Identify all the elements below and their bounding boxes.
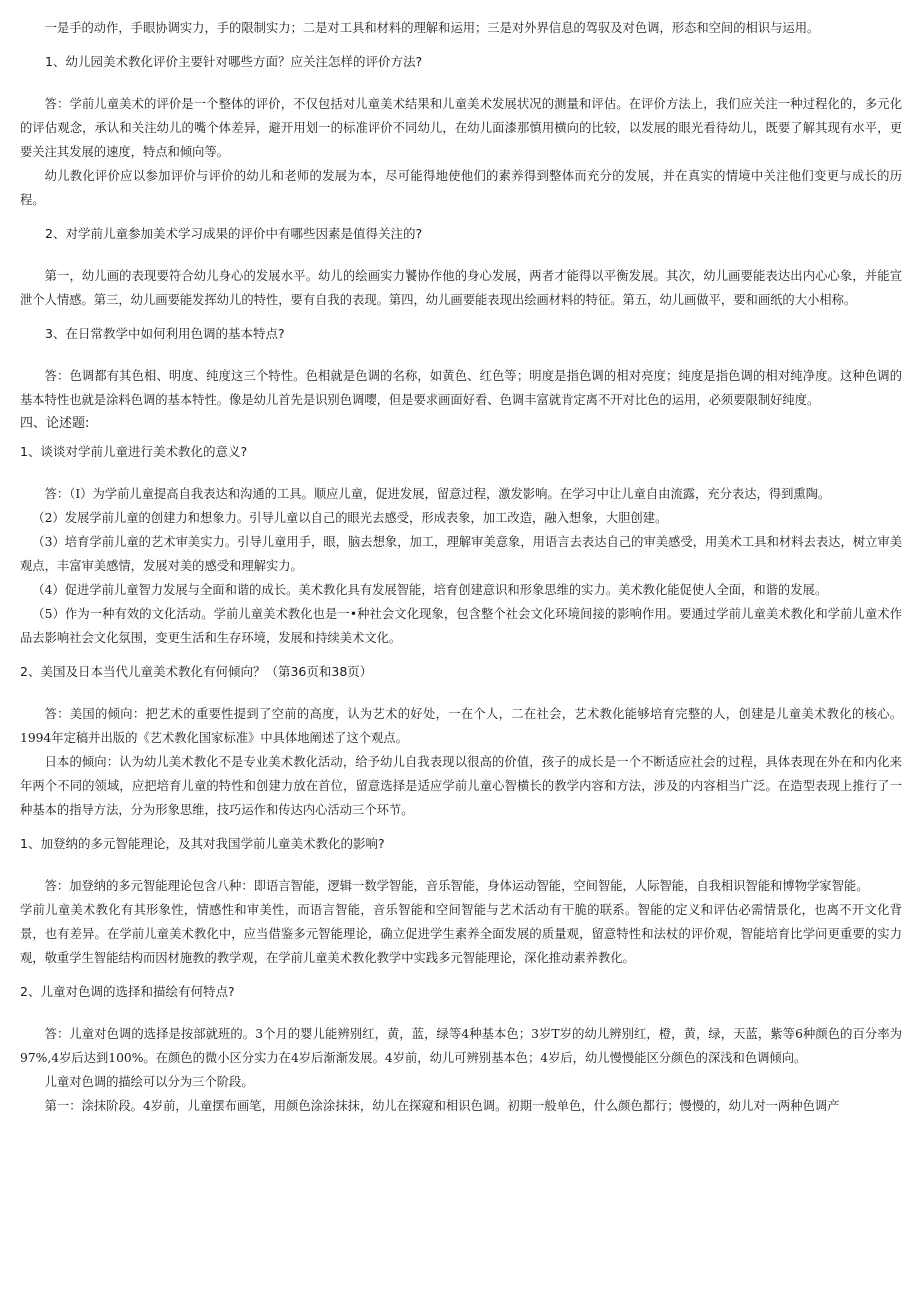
section-4-heading: 四、论述题: (20, 416, 90, 431)
answer-1-paragraph-1: 答：学前儿童美术的评价是一个整体的评价，不仅包括对儿童美术结果和儿童美术发展状况的测量和评估。在评价方法上，我们应关注一种过程化的，多元化的评估观念，承认和关注幼儿的嘴个体差异，避开用划一的标准评价不同幼儿，在幼儿面漆那慎用横向的比较，以发展的眼光看待幼儿，既要了解其现有水平，更要关注其发展的速度，特点和倾向等。 (20, 97, 902, 159)
question-2-title: 2、对学前儿童参加美术学习成果的评价中有哪些因素是值得关注的? (45, 226, 423, 241)
essay-1-item-2: （2）发展学前儿童的创建力和想象力。引导儿童以自己的眼光去感受，形成表象，加工改造，融入想象，大胆创建。 (32, 511, 668, 525)
answer-3-paragraph-1: 答：色调都有其色相、明度、纯度这三个特性。色相就是色调的名称，如黄色、红色等；明度是指色调的相对亮度；纯度是指色调的相对纯净度。这种色调的基本特性也就是涂料色调的基本特性。像是幼儿首先是识别色调嘤，但是要求画面好看、色调丰富就肯定离不开对比色的运用，必须要限制好纯度。 (20, 369, 902, 407)
answer-1-paragraph-2: 幼儿教化评价应以参加评价与评价的幼儿和老师的发展为本，尽可能得地使他们的素养得到整体而充分的发展，并在真实的情境中关注他们变更与成长的历程。 (20, 169, 902, 207)
question-1-title: 1、幼儿园美术教化评价主要针对哪些方面？应关注怎样的评价方法? (45, 54, 423, 69)
essay-1-item-4: （4）促进学前儿童智力发展与全面和谐的成长。美术教化具有发展智能，培育创建意识和形象思维的实力。美术教化能促使人全面，和谐的发展。 (32, 583, 828, 597)
essay-4-title: 2、儿童对色调的选择和描绘有何特点? (20, 984, 235, 999)
essay-1-item-1: 答：（I）为学前儿童提高自我表达和沟通的工具。顺应儿童，促进发展，留意过程，激发影响。在学习中让儿童自由流露，充分表达，得到熏陶。 (44, 487, 831, 501)
essay-1-item-5: （5）作为一种有效的文化活动。学前儿童美术教化也是一•种社会文化现象，包含整个社会文化环境间接的影响作用。要通过学前儿童美术教化和学前儿童术作品去影响社会文化氛围，变更生活和生存环境，发展和持续美术文化。 (20, 607, 902, 645)
question-3-title: 3、在日常教学中如何利用色调的基本特点? (45, 326, 285, 341)
essay-4-paragraph-2: 儿童对色调的描绘可以分为三个阶段。 (44, 1075, 254, 1089)
essay-1-title: 1、谈谈对学前儿童进行美术教化的意义? (20, 444, 248, 459)
essay-4-paragraph-3: 第一：涂抹阶段。4岁前，儿童摆布画笔，用颜色涂涂抹抹，幼儿在探窥和相识色调。初期一般单色，什么颜色都行；慢慢的，幼儿对一两种色调产 (44, 1099, 840, 1113)
essay-2-title: 2、美国及日本当代儿童美术教化有何倾向？（第36页和38页） (20, 664, 373, 679)
essay-3-paragraph-1: 答：加登纳的多元智能理论包含八种：即语言智能，逻辑一数学智能，音乐智能，身体运动智能，空间智能，人际智能，自我相识智能和博物学家智能。 (44, 879, 869, 893)
essay-1-item-3: （3）培育学前儿童的艺术审美实力。引导儿童用手，眼，脑去想象，加工，理解审美意象，用语言去表达自己的审美感受，用美术工具和材料去表达，树立审美观点，丰富审美感情，发展对美的感受和理解实力。 (20, 535, 902, 573)
intro-paragraph: 一是手的动作，手眼协调实力，手的限制实力；二是对工具和材料的理解和运用；三是对外界信息的驾驭及对色调，形态和空间的相识与运用。 (44, 21, 820, 35)
essay-3-paragraph-2: 学前儿童美术教化有其形象性，情感性和审美性，而语言智能，音乐智能和空间智能与艺术活动有干脆的联系。智能的定义和评估必需情景化，也离不开文化背景，也有差异。在学前儿童美术教化中，应当借鉴多元智能理论，确立促进学生素养全面发展的质量观，留意特性和法杖的评价观，智能培育比学问更重要的实力观，敬重学生智能结构而因材施教的教学观，在学前儿童美术教化教学中实践多元智能理论，深化推动素养教化。 (20, 903, 902, 965)
essay-2-paragraph-2: 日本的倾向：认为幼儿美术教化不是专业美术教化活动，给予幼儿自我表现以很高的价值，孩子的成长是一个不断适应社会的过程，具体表现在外在和内化来年两个不同的领域，应把培育儿童的特性和创建力放在首位，留意选择是适应学前儿童心智横长的教学内容和方法，涉及的内容相当广泛。在造型表现上推行了一种基本的指导方法，分为形象思维，技巧运作和传达内心活动三个环节。 (20, 755, 902, 817)
document-page (20, 16, 902, 1118)
essay-4-paragraph-1: 答：儿童对色调的选择是按部就班的。3个月的婴儿能辨别红，黄，蓝，绿等4种基本色；3岁T岁的幼儿辨别红，橙，黄，绿，天蓝，紫等6种颜色的百分率为97%,4岁后达到100%。在颜色的微小区分实力在4岁后渐渐发展。4岁前，幼儿可辨别基本色；4岁后，幼儿慢慢能区分颜色的深浅和色调倾向。 (20, 1027, 902, 1065)
essay-2-paragraph-1: 答：美国的倾向：把艺术的重要性提到了空前的高度，认为艺术的好处，一在个人，二在社会，艺术教化能够培育完整的人，创建是儿童美术教化的核心。1994年定稿并出版的《艺术教化国家标准》中具体地阐述了这个观点。 (20, 707, 902, 745)
essay-3-title: 1、加登纳的多元智能理论，及其对我国学前儿童美术教化的影响? (20, 836, 385, 851)
answer-2-paragraph-1: 第一，幼儿画的表现要符合幼儿身心的发展水平。幼儿的绘画实力饕协作他的身心发展，两者才能得以平衡发展。其次，幼儿画要能表达出内心心象，并能宣泄个人情感。第三，幼儿画要能发挥幼儿的特性，要有自我的表现。第四，幼儿画要能表现出绘画材料的特征。第五，幼儿画做平，要和画纸的大小相称。 (20, 269, 902, 307)
